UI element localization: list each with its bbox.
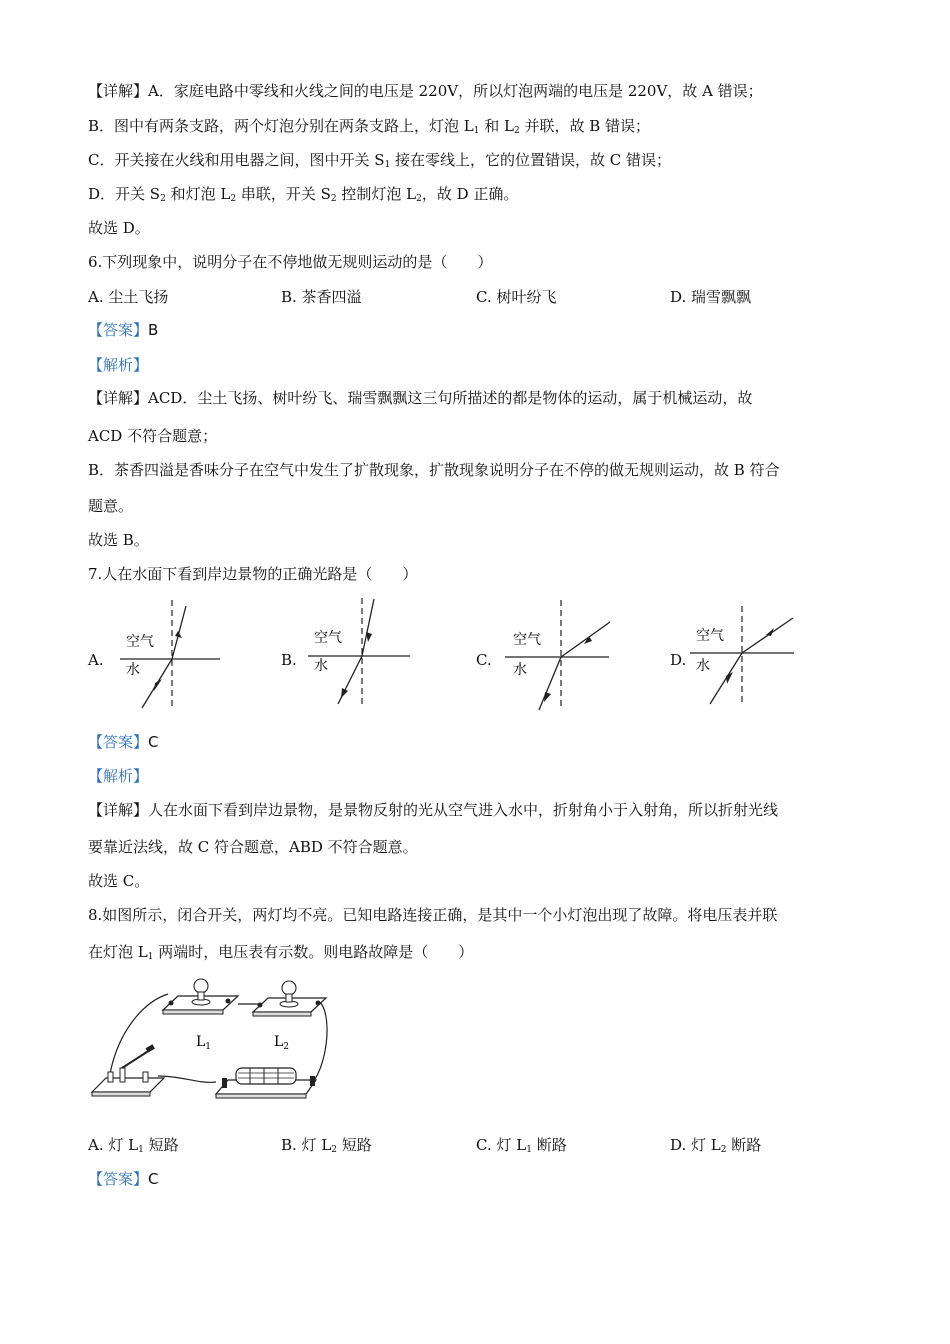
q6-select: 故选 B。 [88, 531, 149, 549]
q5-detail-d: D．开关 $S_2$ 和灯泡 $L_2$ 串联，开关 $S_2$ 控制灯泡 $L_2$，故 D 正确。 [88, 185, 519, 204]
q6-answer: 【答案】B [88, 321, 159, 339]
q7-diagram-c [505, 598, 620, 713]
svg-text:空气: 空气 [696, 628, 724, 644]
svg-text:水: 水 [126, 662, 140, 678]
q7-option-b-label: B. [281, 651, 297, 669]
q7-stem: 7.人在水面下看到岸边景物的正确光路是（ ） [88, 565, 418, 583]
q8-stem-2: 在灯泡 $L_1$ 两端时，电压表有示数。则电路故障是（ ） [88, 943, 474, 962]
q7-diagram-b [300, 596, 415, 711]
q6-detail-3: B．茶香四溢是香味分子在空气中发生了扩散现象，扩散现象说明分子在不停的做无规则运动，故 B 符合 [88, 461, 780, 479]
q7-detail-2: 要靠近法线，故 C 符合题意，ABD 不符合题意。 [88, 838, 418, 856]
q8-stem-1: 8.如图所示，闭合开关，两灯均不亮。已知电路连接正确，是其中一个小灯泡出现了故障。将电压表并联 [88, 906, 778, 924]
q7-option-c-label: C. [476, 651, 492, 669]
q6-detail-4: 题意。 [88, 497, 134, 515]
q8-option-b: B. 灯 $L_2$ 短路 [281, 1136, 372, 1155]
q7-analysis-tag: 【解析】 [88, 767, 149, 785]
q6-stem: 6.下列现象中，说明分子在不停地做无规则运动的是（ ） [88, 253, 493, 271]
q6-option-c: C. 树叶纷飞 [476, 288, 557, 306]
q6-analysis-tag: 【解析】 [88, 356, 149, 374]
q8-label-l1: $L_1$ [196, 1034, 212, 1052]
q7-diagram-d [690, 604, 805, 709]
q8-option-d: D. 灯 $L_2$ 断路 [670, 1136, 762, 1155]
q8-circuit-diagram [88, 972, 353, 1102]
svg-text:空气: 空气 [314, 630, 342, 646]
q8-label-l2: $L_2$ [274, 1034, 290, 1052]
svg-text:水: 水 [314, 658, 328, 674]
q6-option-a: A. 尘土飞扬 [88, 288, 169, 306]
svg-text:空气: 空气 [513, 632, 541, 648]
q5-select: 故选 D。 [88, 219, 150, 237]
q5-detail-a: 【详解】A．家庭电路中零线和火线之间的电压是 220V，所以灯泡两端的电压是 220V，故 A 错误； [88, 82, 763, 100]
svg-text:水: 水 [696, 658, 710, 674]
q7-diagram-a [110, 598, 230, 713]
q7-detail-1: 【详解】人在水面下看到岸边景物，是景物反射的光从空气进入水中，折射角小于入射角，所以折射光线 [88, 801, 779, 819]
q7-answer: 【答案】C [88, 733, 159, 751]
q6-option-d: D. 瑞雪飘飘 [670, 288, 752, 306]
q7-option-a-label: A. [88, 651, 104, 669]
svg-text:空气: 空气 [126, 634, 154, 650]
q7-select: 故选 C。 [88, 872, 150, 890]
q5-detail-b: B．图中有两条支路，两个灯泡分别在两条支路上，灯泡 $L_1$ 和 $L_2$ 并联，故 B 错误； [88, 117, 651, 136]
q6-detail-2: ACD 不符合题意； [88, 427, 218, 445]
q6-detail-1: 【详解】ACD．尘土飞扬、树叶纷飞、瑞雪飘飘这三句所描述的都是物体的运动，属于机械运动，故 [88, 389, 753, 407]
q8-option-a: A. 灯 $L_1$ 短路 [88, 1136, 179, 1155]
q8-option-c: C. 灯 $L_1$ 断路 [476, 1136, 567, 1155]
q5-detail-c: C．开关接在火线和用电器之间，图中开关 $S_1$ 接在零线上，它的位置错误，故 C 错误； [88, 151, 672, 170]
q6-option-b: B. 茶香四溢 [281, 288, 362, 306]
q8-answer: 【答案】C [88, 1170, 159, 1188]
svg-text:水: 水 [513, 662, 527, 678]
q7-option-d-label: D. [670, 651, 687, 669]
